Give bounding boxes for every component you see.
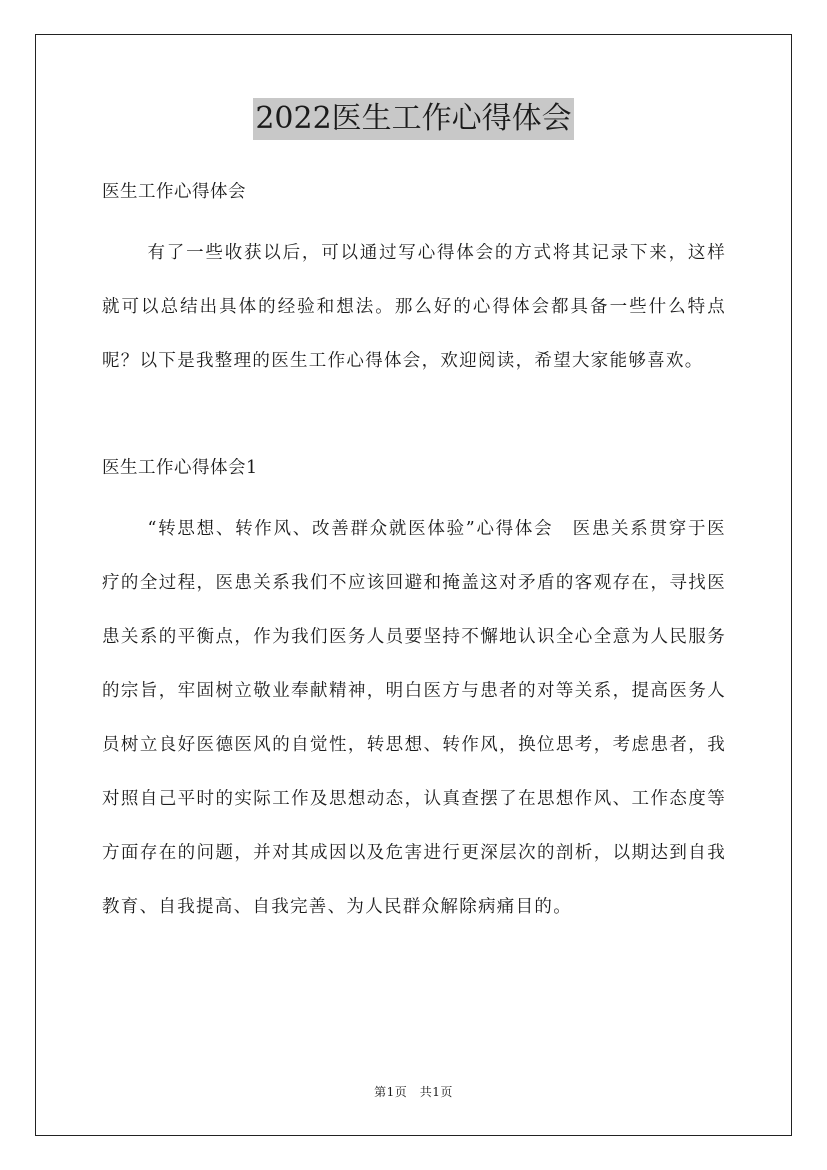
section1-heading: 医生工作心得体会1 bbox=[102, 458, 258, 478]
title-container bbox=[0, 98, 827, 140]
intro-heading: 医生工作心得体会 bbox=[102, 182, 246, 202]
section1-paragraph: “转思想、转作风、改善群众就医体验”心得体会 医患关系贯穿于医疗的全过程，医患关系我们不应该回避和掩盖这对矛盾的客观存在，寻找医患关系的平衡点，作为我们医务人员要坚持不懈地认识全心全意为人民服务的宗旨，牢固树立敬业奉献精神，明白医方与患者的对等关系，提高医务人员树立良好医德医风的自觉性，转思想、转作风，换位思考，考虑患者，我对照自己平时的实际工作及思想动态，认真查摆了在思想作风、工作态度等方面存在的问题，并对其成因以及危害进行更深层次的剖析，以期达到自我教育、自我提高、自我完善、为人民群众解除病痛目的。 bbox=[102, 519, 726, 917]
page-number-footer: 第1页 共1页 bbox=[374, 1085, 453, 1099]
section-spacer bbox=[102, 388, 726, 446]
document-title: 2022医生工作心得体会 bbox=[253, 98, 573, 140]
document-body bbox=[102, 170, 726, 934]
intro-paragraph: 有了一些收获以后，可以通过写心得体会的方式将其记录下来，这样就可以总结出具体的经验和想法。那么好的心得体会都具备一些什么特点呢？以下是我整理的医生工作心得体会，欢迎阅读，希望大家能够喜欢。 bbox=[102, 243, 726, 371]
